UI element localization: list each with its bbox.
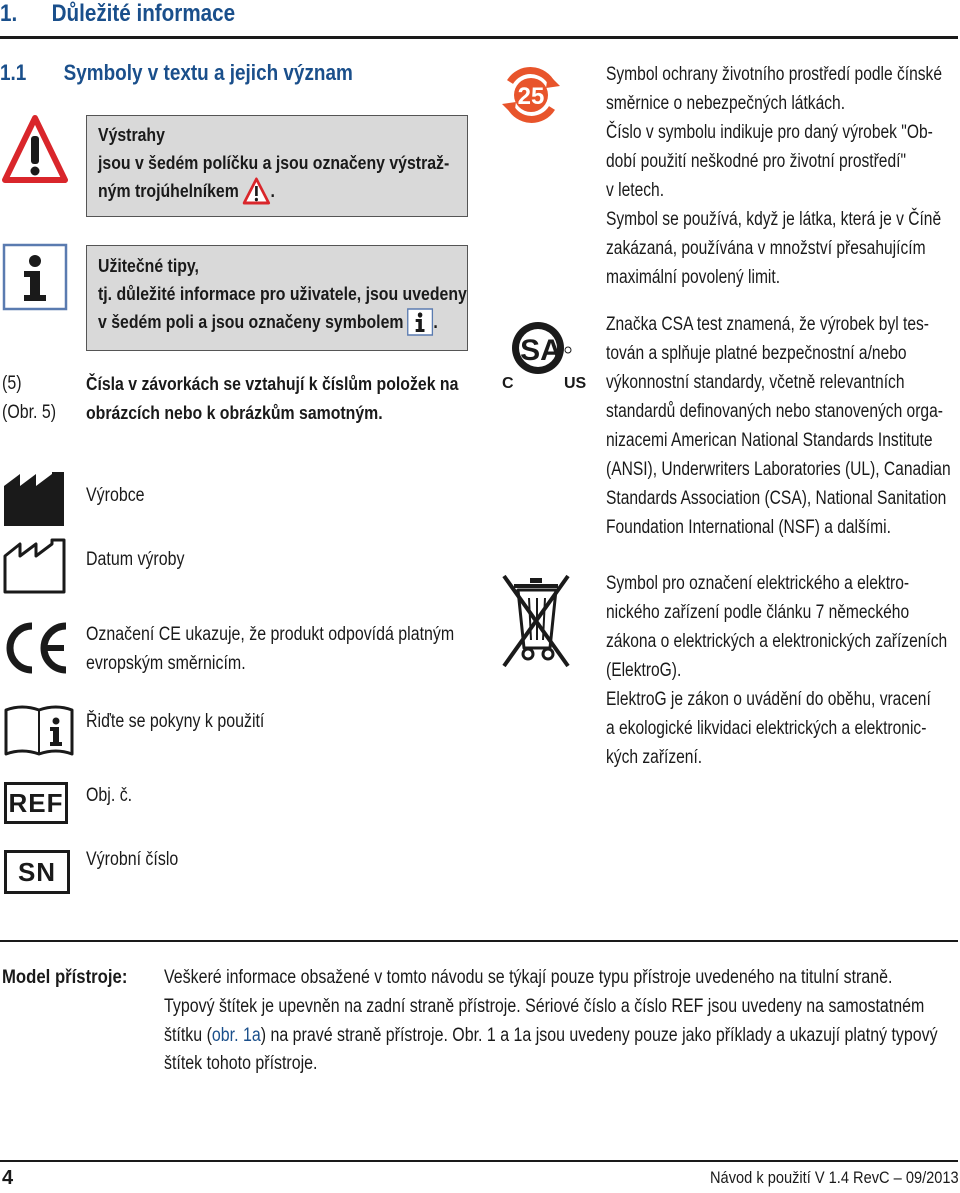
device-model-line: štítek tohoto přístroje. <box>164 1053 318 1075</box>
ref-label: Obj. č. <box>86 785 133 806</box>
figure-1a-link[interactable]: obr. 1a <box>211 1024 261 1046</box>
instructions-icon <box>4 704 74 758</box>
device-model-line: Veškeré informace obsažené v tomto návodu se týkají pouze typu přístroje uvedeného na titulní straně. <box>164 967 893 988</box>
info-box-line: tj. důležité informace pro uživatele, jsou uvedeny <box>98 284 467 304</box>
rohs-line: dobí použití neškodné pro životní prostředí" <box>606 151 907 172</box>
csa-letters: SA <box>520 334 562 367</box>
csa-text <box>606 310 951 542</box>
manufacturer-label: Výrobce <box>86 485 145 506</box>
info-box-end: . <box>433 312 438 332</box>
csa-line: výkonnostní standardy, včetně relevantních <box>606 372 905 393</box>
weee-line: ElektroG je zákon o uvádění do oběhu, vracení <box>606 689 931 710</box>
csa-line: Standards Association (CSA), National Sanitation <box>606 488 947 509</box>
warning-box-end: . <box>270 181 275 201</box>
device-model-line-part: štítku ( <box>164 1024 212 1046</box>
device-model-line <box>164 1022 938 1051</box>
warning-box-line: Výstrahy <box>98 125 165 145</box>
device-model-line: Typový štítek je upevněn na zadní straně přístroje. Sériové číslo a číslo REF jsou uvedeny na samostatném <box>164 995 925 1017</box>
small-info-icon <box>407 308 433 336</box>
device-model-line-part: ) na pravé straně přístroje. Obr. 1 a 1a jsou uvedeny pouze jako příklady a ukazují platný typový <box>260 1024 938 1046</box>
item-number-label: (5) <box>2 373 22 394</box>
numbers-note-line: Čísla v závorkách se vztahují k číslům položek na <box>86 374 459 394</box>
info-box-line: Užitečné tipy, <box>98 256 199 276</box>
ref-icon <box>4 782 68 824</box>
device-model-label: Model přístroje: <box>2 967 128 988</box>
rohs-line: v letech. <box>606 180 665 201</box>
weee-line: zákona o elektrických a elektronických zařízeních <box>606 631 948 652</box>
weee-line: Symbol pro označení elektrického a elektro- <box>606 573 910 594</box>
section-divider <box>0 940 958 942</box>
manufacturer-icon <box>2 470 68 528</box>
ref-icon-text: REF <box>8 787 64 818</box>
info-box-line <box>98 308 467 336</box>
sn-label: Výrobní číslo <box>86 849 179 870</box>
section-title: Důležité informace <box>51 0 236 27</box>
footer-rule <box>0 1160 958 1162</box>
page-number: 4 <box>2 1167 14 1189</box>
rohs-number: 25 <box>517 83 545 110</box>
rohs-text <box>606 60 942 292</box>
weee-line: nického zařízení podle článku 7 německého <box>606 602 910 623</box>
device-model-text <box>164 964 938 1079</box>
section-heading <box>0 0 235 28</box>
csa-line: (ANSI), Underwriters Laboratories (UL), Canadian <box>606 459 951 480</box>
heading-rule <box>0 36 958 39</box>
subsection-heading <box>0 60 353 86</box>
csa-line: tován a splňuje platné bezpečnostní a/nebo <box>606 343 907 364</box>
instructions-label: Řiďte se pokyny k použití <box>86 711 265 732</box>
weee-bin-icon <box>500 570 572 670</box>
warning-box-line <box>98 177 449 205</box>
rohs-line: maximální povolený limit. <box>606 267 781 288</box>
numbers-note-text <box>86 370 458 427</box>
csa-line: standardů definovaných nebo stanovených orga- <box>606 401 943 422</box>
warning-triangle-icon <box>2 114 68 184</box>
small-warning-triangle-icon <box>242 177 270 205</box>
rohs-line: Symbol se používá, když je látka, která je v Číně <box>606 209 942 230</box>
warning-box-line-text: ným trojúhelníkem <box>98 181 239 201</box>
sn-icon <box>4 850 70 894</box>
section-number: 1. <box>0 0 18 27</box>
info-icon <box>2 243 68 311</box>
warning-box-text <box>98 121 449 205</box>
weee-text <box>606 569 947 772</box>
info-box-line-text: v šedém poli a jsou označeny symbolem <box>98 312 404 332</box>
csa-line: nizacemi American National Standards Institute <box>606 430 933 451</box>
rohs-line: Číslo v symbolu indikuje pro daný výrobek "Ob- <box>606 122 933 143</box>
figure-number-label: (Obr. 5) <box>2 401 57 423</box>
csa-us-icon <box>498 316 590 392</box>
manufacture-date-icon <box>2 536 68 594</box>
document-version: Návod k použití V 1.4 RevC – 09/2013 <box>710 1168 959 1187</box>
china-rohs-25-icon <box>498 62 564 128</box>
ce-mark-icon <box>4 620 70 676</box>
rohs-line: Symbol ochrany životního prostředí podle čínské <box>606 64 943 85</box>
csa-line: Značka CSA test znamená, že výrobek byl tes- <box>606 314 930 335</box>
ce-mark-text <box>86 621 454 678</box>
csa-c-letter: C <box>502 375 514 392</box>
rohs-line: zakázaná, používána v množství přesahujícím <box>606 238 926 259</box>
ce-mark-line: Označení CE ukazuje, že produkt odpovídá platným <box>86 624 455 645</box>
weee-line: kých zařízení. <box>606 747 703 768</box>
manufacture-date-label: Datum výroby <box>86 549 185 570</box>
subsection-title: Symboly v textu a jejich význam <box>63 60 353 85</box>
sn-icon-text: SN <box>17 856 57 887</box>
subsection-number: 1.1 <box>0 60 27 85</box>
warning-box-line: jsou v šedém políčku a jsou označeny výstraž- <box>98 153 450 173</box>
info-box-text <box>98 252 467 336</box>
numbers-note-line: obrázcích nebo k obrázkům samotným. <box>86 402 383 423</box>
ce-mark-line: evropským směrnicím. <box>86 652 246 674</box>
weee-line: a ekologické likvidaci elektrických a elektronic- <box>606 718 927 739</box>
rohs-line: směrnice o nebezpečných látkách. <box>606 93 846 114</box>
csa-line: Foundation International (NSF) a dalšími. <box>606 517 891 538</box>
csa-us-letters: US <box>564 375 587 392</box>
weee-line: (ElektroG). <box>606 660 682 681</box>
numbers-note-labels <box>2 370 56 427</box>
